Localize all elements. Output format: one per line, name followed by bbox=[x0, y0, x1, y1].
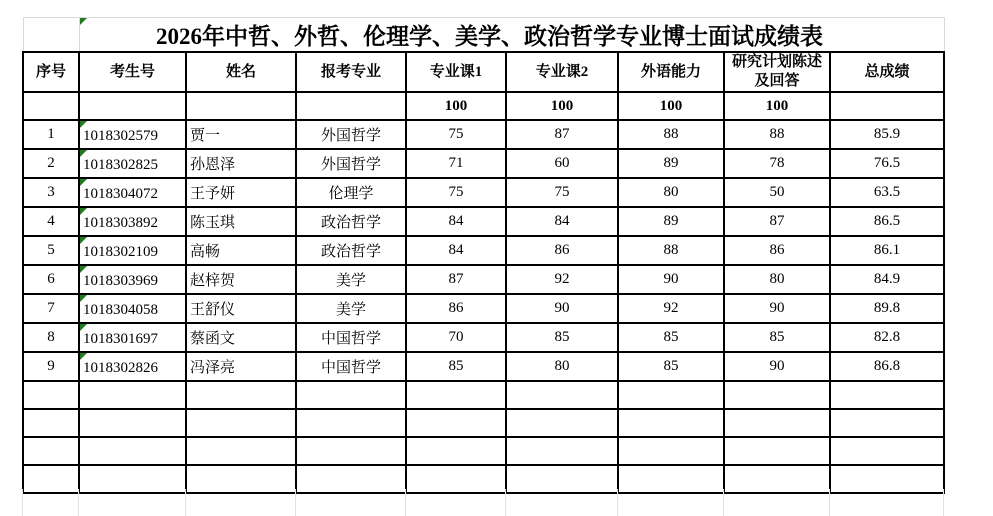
course2-score-cell[interactable]: 92 bbox=[506, 265, 618, 294]
name-cell[interactable]: 高畅 bbox=[186, 236, 296, 265]
foreign-language-score-cell[interactable]: 92 bbox=[618, 294, 724, 323]
error-flag-icon bbox=[80, 353, 87, 360]
major-cell[interactable]: 伦理学 bbox=[296, 178, 406, 207]
gridline-vertical bbox=[295, 489, 296, 516]
course1-score-cell[interactable]: 75 bbox=[406, 120, 506, 149]
major-cell[interactable]: 中国哲学 bbox=[296, 352, 406, 381]
max-score-cell[interactable] bbox=[830, 92, 944, 120]
col-header-cell[interactable]: 外语能力 bbox=[618, 52, 724, 92]
max-score-cell[interactable] bbox=[296, 92, 406, 120]
empty-table-row bbox=[23, 465, 944, 493]
row-index-cell[interactable]: 1 bbox=[23, 120, 79, 149]
gridline-vertical bbox=[943, 489, 944, 516]
table-row bbox=[23, 236, 944, 265]
research-plan-score-cell[interactable]: 50 bbox=[724, 178, 830, 207]
foreign-language-score-cell[interactable]: 85 bbox=[618, 323, 724, 352]
course2-score-cell[interactable]: 75 bbox=[506, 178, 618, 207]
foreign-language-score-cell[interactable]: 89 bbox=[618, 207, 724, 236]
empty-cell[interactable] bbox=[830, 437, 944, 465]
table-row bbox=[23, 149, 944, 178]
foreign-language-score-cell[interactable]: 89 bbox=[618, 149, 724, 178]
research-plan-score-cell[interactable]: 88 bbox=[724, 120, 830, 149]
empty-cell[interactable] bbox=[296, 437, 406, 465]
research-plan-score-cell[interactable]: 90 bbox=[724, 352, 830, 381]
sheet-title-cell[interactable] bbox=[79, 18, 944, 53]
course1-score-cell[interactable]: 87 bbox=[406, 265, 506, 294]
empty-cell[interactable] bbox=[406, 381, 506, 409]
course2-score-cell[interactable]: 85 bbox=[506, 323, 618, 352]
empty-cell[interactable] bbox=[830, 409, 944, 437]
error-flag-icon bbox=[80, 324, 87, 331]
error-flag-icon bbox=[80, 237, 87, 244]
table-row bbox=[23, 294, 944, 323]
gridline-vertical bbox=[405, 489, 406, 516]
col-header-cell[interactable]: 总成绩 bbox=[830, 52, 944, 92]
major-cell[interactable]: 美学 bbox=[296, 294, 406, 323]
row-index-cell[interactable]: 5 bbox=[23, 236, 79, 265]
course2-score-cell[interactable]: 86 bbox=[506, 236, 618, 265]
total-score-cell[interactable]: 84.9 bbox=[830, 265, 944, 294]
major-cell[interactable]: 外国哲学 bbox=[296, 149, 406, 178]
row-index-cell[interactable]: 9 bbox=[23, 352, 79, 381]
name-cell[interactable]: 赵梓贺 bbox=[186, 265, 296, 294]
col-header-cell[interactable]: 研究计划陈述及回答 bbox=[724, 52, 830, 92]
header-row bbox=[23, 52, 944, 92]
candidate-id-cell[interactable]: 1018302825 bbox=[79, 149, 186, 178]
total-score-cell[interactable]: 76.5 bbox=[830, 149, 944, 178]
empty-cell[interactable] bbox=[23, 381, 79, 409]
empty-cell[interactable] bbox=[186, 465, 296, 493]
total-score-cell[interactable]: 63.5 bbox=[830, 178, 944, 207]
total-score-cell[interactable]: 86.5 bbox=[830, 207, 944, 236]
empty-table-row bbox=[23, 437, 944, 465]
empty-cell[interactable] bbox=[186, 437, 296, 465]
course1-score-cell[interactable]: 71 bbox=[406, 149, 506, 178]
course2-score-cell[interactable]: 84 bbox=[506, 207, 618, 236]
empty-cell[interactable] bbox=[186, 381, 296, 409]
empty-table-row bbox=[23, 409, 944, 437]
research-plan-score-cell[interactable]: 85 bbox=[724, 323, 830, 352]
col-header-cell[interactable]: 报考专业 bbox=[296, 52, 406, 92]
course1-score-cell[interactable]: 84 bbox=[406, 236, 506, 265]
research-plan-score-cell[interactable]: 78 bbox=[724, 149, 830, 178]
row-index-cell[interactable]: 3 bbox=[23, 178, 79, 207]
empty-cell[interactable] bbox=[618, 409, 724, 437]
name-cell[interactable]: 贾一 bbox=[186, 120, 296, 149]
gridline-vertical bbox=[78, 489, 79, 516]
course2-score-cell[interactable]: 80 bbox=[506, 352, 618, 381]
empty-cell[interactable] bbox=[79, 437, 186, 465]
max-score-cell[interactable]: 100 bbox=[618, 92, 724, 120]
col-header-cell[interactable]: 考生号 bbox=[79, 52, 186, 92]
course2-score-cell[interactable]: 87 bbox=[506, 120, 618, 149]
candidate-id-cell[interactable]: 1018302826 bbox=[79, 352, 186, 381]
name-cell[interactable]: 孙恩泽 bbox=[186, 149, 296, 178]
major-cell[interactable]: 政治哲学 bbox=[296, 236, 406, 265]
col-header-cell[interactable]: 序号 bbox=[23, 52, 79, 92]
empty-cell[interactable] bbox=[830, 465, 944, 493]
foreign-language-score-cell[interactable]: 88 bbox=[618, 120, 724, 149]
table-row bbox=[23, 265, 944, 294]
name-cell[interactable]: 蔡函文 bbox=[186, 323, 296, 352]
empty-cell[interactable] bbox=[186, 409, 296, 437]
error-flag-icon bbox=[80, 295, 87, 302]
empty-cell[interactable] bbox=[724, 381, 830, 409]
total-score-cell[interactable]: 85.9 bbox=[830, 120, 944, 149]
major-cell[interactable]: 外国哲学 bbox=[296, 120, 406, 149]
major-cell[interactable]: 中国哲学 bbox=[296, 323, 406, 352]
table-row bbox=[23, 323, 944, 352]
row-index-cell[interactable]: 8 bbox=[23, 323, 79, 352]
empty-table-row bbox=[23, 381, 944, 409]
empty-cell[interactable] bbox=[506, 381, 618, 409]
name-cell[interactable]: 陈玉琪 bbox=[186, 207, 296, 236]
course1-score-cell[interactable]: 84 bbox=[406, 207, 506, 236]
empty-cell[interactable] bbox=[79, 381, 186, 409]
error-flag-icon bbox=[80, 18, 87, 25]
name-cell[interactable]: 王舒仪 bbox=[186, 294, 296, 323]
gridline-vertical bbox=[185, 489, 186, 516]
research-plan-score-cell[interactable]: 87 bbox=[724, 207, 830, 236]
course1-score-cell[interactable]: 75 bbox=[406, 178, 506, 207]
error-flag-icon bbox=[80, 150, 87, 157]
row-index-cell[interactable]: 4 bbox=[23, 207, 79, 236]
error-flag-icon bbox=[80, 121, 87, 128]
course1-score-cell[interactable]: 85 bbox=[406, 352, 506, 381]
gridline-vertical bbox=[723, 489, 724, 516]
candidate-id-cell[interactable]: 1018301697 bbox=[79, 323, 186, 352]
empty-cell[interactable] bbox=[618, 465, 724, 493]
total-score-cell[interactable]: 89.8 bbox=[830, 294, 944, 323]
candidate-id-cell[interactable]: 1018302109 bbox=[79, 236, 186, 265]
empty-cell[interactable] bbox=[79, 465, 186, 493]
table-row bbox=[23, 352, 944, 381]
error-flag-icon bbox=[80, 208, 87, 215]
empty-cell[interactable] bbox=[506, 437, 618, 465]
gridline-vertical bbox=[505, 489, 506, 516]
col-header-cell[interactable]: 专业课1 bbox=[406, 52, 506, 92]
empty-cell[interactable] bbox=[724, 437, 830, 465]
candidate-id-cell[interactable]: 1018303969 bbox=[79, 265, 186, 294]
course1-score-cell[interactable]: 86 bbox=[406, 294, 506, 323]
candidate-id-cell[interactable]: 1018304072 bbox=[79, 178, 186, 207]
table-row bbox=[23, 178, 944, 207]
max-score-cell[interactable]: 100 bbox=[406, 92, 506, 120]
error-flag-icon bbox=[80, 266, 87, 273]
max-score-cell[interactable] bbox=[186, 92, 296, 120]
empty-cell[interactable] bbox=[296, 409, 406, 437]
empty-cell[interactable] bbox=[23, 437, 79, 465]
foreign-language-score-cell[interactable]: 88 bbox=[618, 236, 724, 265]
empty-cell[interactable] bbox=[23, 465, 79, 493]
sheet-title: 2026年中哲、外哲、伦理学、美学、政治哲学专业博士面试成绩表 bbox=[156, 24, 823, 49]
major-cell[interactable]: 政治哲学 bbox=[296, 207, 406, 236]
col-header-cell[interactable]: 专业课2 bbox=[506, 52, 618, 92]
empty-cell[interactable] bbox=[406, 409, 506, 437]
major-cell[interactable]: 美学 bbox=[296, 265, 406, 294]
gridline-vertical bbox=[829, 489, 830, 516]
course2-score-cell[interactable]: 60 bbox=[506, 149, 618, 178]
table-row bbox=[23, 120, 944, 149]
empty-cell[interactable] bbox=[506, 465, 618, 493]
empty-cell[interactable] bbox=[406, 437, 506, 465]
table-row bbox=[23, 207, 944, 236]
total-score-cell[interactable]: 82.8 bbox=[830, 323, 944, 352]
max-score-cell[interactable]: 100 bbox=[724, 92, 830, 120]
max-score-cell[interactable] bbox=[79, 92, 186, 120]
max-score-row bbox=[23, 92, 944, 120]
course1-score-cell[interactable]: 70 bbox=[406, 323, 506, 352]
empty-cell[interactable] bbox=[23, 409, 79, 437]
row-index-cell[interactable]: 7 bbox=[23, 294, 79, 323]
total-score-cell[interactable]: 86.8 bbox=[830, 352, 944, 381]
total-score-cell[interactable]: 86.1 bbox=[830, 236, 944, 265]
gridline-vertical bbox=[22, 489, 23, 516]
empty-cell[interactable] bbox=[618, 437, 724, 465]
foreign-language-score-cell[interactable]: 80 bbox=[618, 178, 724, 207]
empty-cell[interactable] bbox=[506, 409, 618, 437]
research-plan-score-cell[interactable]: 80 bbox=[724, 265, 830, 294]
research-plan-score-cell[interactable]: 86 bbox=[724, 236, 830, 265]
name-cell[interactable]: 王予妍 bbox=[186, 178, 296, 207]
score-table bbox=[22, 17, 945, 494]
empty-cell[interactable] bbox=[618, 381, 724, 409]
candidate-id-cell[interactable]: 1018302579 bbox=[79, 120, 186, 149]
max-score-cell[interactable] bbox=[23, 92, 79, 120]
foreign-language-score-cell[interactable]: 85 bbox=[618, 352, 724, 381]
error-flag-icon bbox=[80, 179, 87, 186]
empty-cell[interactable] bbox=[296, 381, 406, 409]
row-index-cell[interactable]: 6 bbox=[23, 265, 79, 294]
empty-cell[interactable] bbox=[830, 381, 944, 409]
title-row bbox=[23, 18, 944, 53]
name-cell[interactable]: 冯泽亮 bbox=[186, 352, 296, 381]
course2-score-cell[interactable]: 90 bbox=[506, 294, 618, 323]
foreign-language-score-cell[interactable]: 90 bbox=[618, 265, 724, 294]
row-index-cell[interactable]: 2 bbox=[23, 149, 79, 178]
empty-cell[interactable] bbox=[724, 409, 830, 437]
title-corner-cell[interactable] bbox=[23, 18, 79, 53]
gridline-vertical bbox=[617, 489, 618, 516]
empty-cell[interactable] bbox=[724, 465, 830, 493]
col-header-cell[interactable]: 姓名 bbox=[186, 52, 296, 92]
candidate-id-cell[interactable]: 1018304058 bbox=[79, 294, 186, 323]
empty-cell[interactable] bbox=[296, 465, 406, 493]
candidate-id-cell[interactable]: 1018303892 bbox=[79, 207, 186, 236]
max-score-cell[interactable]: 100 bbox=[506, 92, 618, 120]
research-plan-score-cell[interactable]: 90 bbox=[724, 294, 830, 323]
score-table-body bbox=[23, 18, 944, 494]
empty-cell[interactable] bbox=[79, 409, 186, 437]
empty-cell[interactable] bbox=[406, 465, 506, 493]
